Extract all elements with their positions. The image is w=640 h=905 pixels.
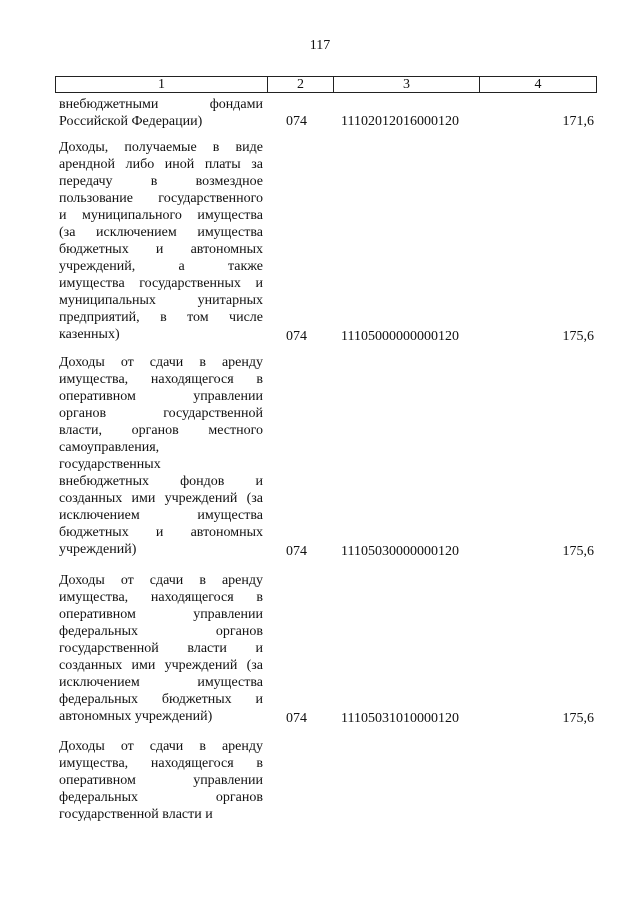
description-line: бюджетных и автономных	[59, 525, 263, 540]
description-line: оперативном управлении	[59, 607, 263, 622]
description-line: оперативном управлении	[59, 773, 263, 788]
description-line: имущества, находящегося в	[59, 590, 263, 605]
description-line: самоуправления,	[59, 440, 160, 455]
description-line: внебюджетными фондами	[59, 97, 263, 112]
description-line: государственной власти и	[59, 807, 213, 822]
description-line: власти, органов местного	[59, 423, 263, 438]
row-admin-code: 074	[286, 544, 307, 560]
row-budget-code: 11105030000000120	[341, 544, 459, 560]
description-line: (за исключением имущества	[59, 225, 263, 240]
row-description	[59, 572, 263, 725]
header-col-4: 4	[480, 77, 597, 93]
description-line: внебюджетных фондов и	[59, 474, 263, 489]
row-budget-code: 11105000000000120	[341, 329, 459, 345]
page-number: 117	[309, 38, 331, 53]
description-line: Доходы от сдачи в аренду	[59, 355, 263, 370]
row-amount: 175,6	[562, 544, 594, 560]
description-line: муниципальных унитарных	[59, 293, 263, 308]
row-amount: 175,6	[562, 329, 594, 345]
description-line: учреждений, а также	[59, 259, 263, 274]
description-line: имущества, находящегося в	[59, 372, 263, 387]
description-line: федеральных органов	[59, 624, 263, 639]
description-line: федеральных органов	[59, 790, 263, 805]
row-description	[59, 738, 263, 823]
description-line: казенных)	[59, 327, 120, 342]
description-line: имущества, находящегося в	[59, 756, 263, 771]
description-line: Российской Федерации)	[59, 114, 203, 129]
description-line: имущества государственных и	[59, 276, 263, 291]
description-line: Доходы, получаемые в виде	[59, 140, 263, 155]
description-line: арендной либо иной платы за	[59, 157, 263, 172]
row-admin-code: 074	[286, 710, 307, 726]
description-line: Доходы от сдачи в аренду	[59, 739, 263, 754]
row-amount: 175,6	[562, 710, 594, 726]
row-admin-code: 074	[286, 329, 307, 345]
header-col-3: 3	[334, 77, 480, 93]
row-amount: 171,6	[562, 114, 594, 130]
description-line: передачу в возмездное	[59, 174, 263, 189]
description-line: государственных	[59, 457, 161, 472]
description-line: созданных ими учреждений (за	[59, 491, 263, 506]
description-line: исключением имущества	[59, 508, 263, 523]
description-line: оперативном управлении	[59, 389, 263, 404]
description-line: пользование государственного	[59, 191, 263, 206]
description-line: государственной власти и	[59, 641, 263, 656]
description-line: федеральных бюджетных и	[59, 692, 263, 707]
row-budget-code: 11102012016000120	[341, 114, 459, 130]
description-line: бюджетных и автономных	[59, 242, 263, 257]
description-line: предприятий, в том числе	[59, 310, 263, 325]
description-line: исключением имущества	[59, 675, 263, 690]
description-line: органов государственной	[59, 406, 263, 421]
header-col-1: 1	[56, 77, 268, 93]
table-header	[55, 76, 597, 93]
row-admin-code: 074	[286, 114, 307, 130]
header-col-2: 2	[268, 77, 334, 93]
description-line: созданных ими учреждений (за	[59, 658, 263, 673]
row-budget-code: 11105031010000120	[341, 710, 459, 726]
row-description	[59, 139, 263, 343]
row-description	[59, 96, 263, 130]
description-line: автономных учреждений)	[59, 709, 213, 724]
row-description	[59, 354, 263, 558]
description-line: Доходы от сдачи в аренду	[59, 573, 263, 588]
description-line: учреждений)	[59, 542, 137, 557]
description-line: и муниципального имущества	[59, 208, 263, 223]
